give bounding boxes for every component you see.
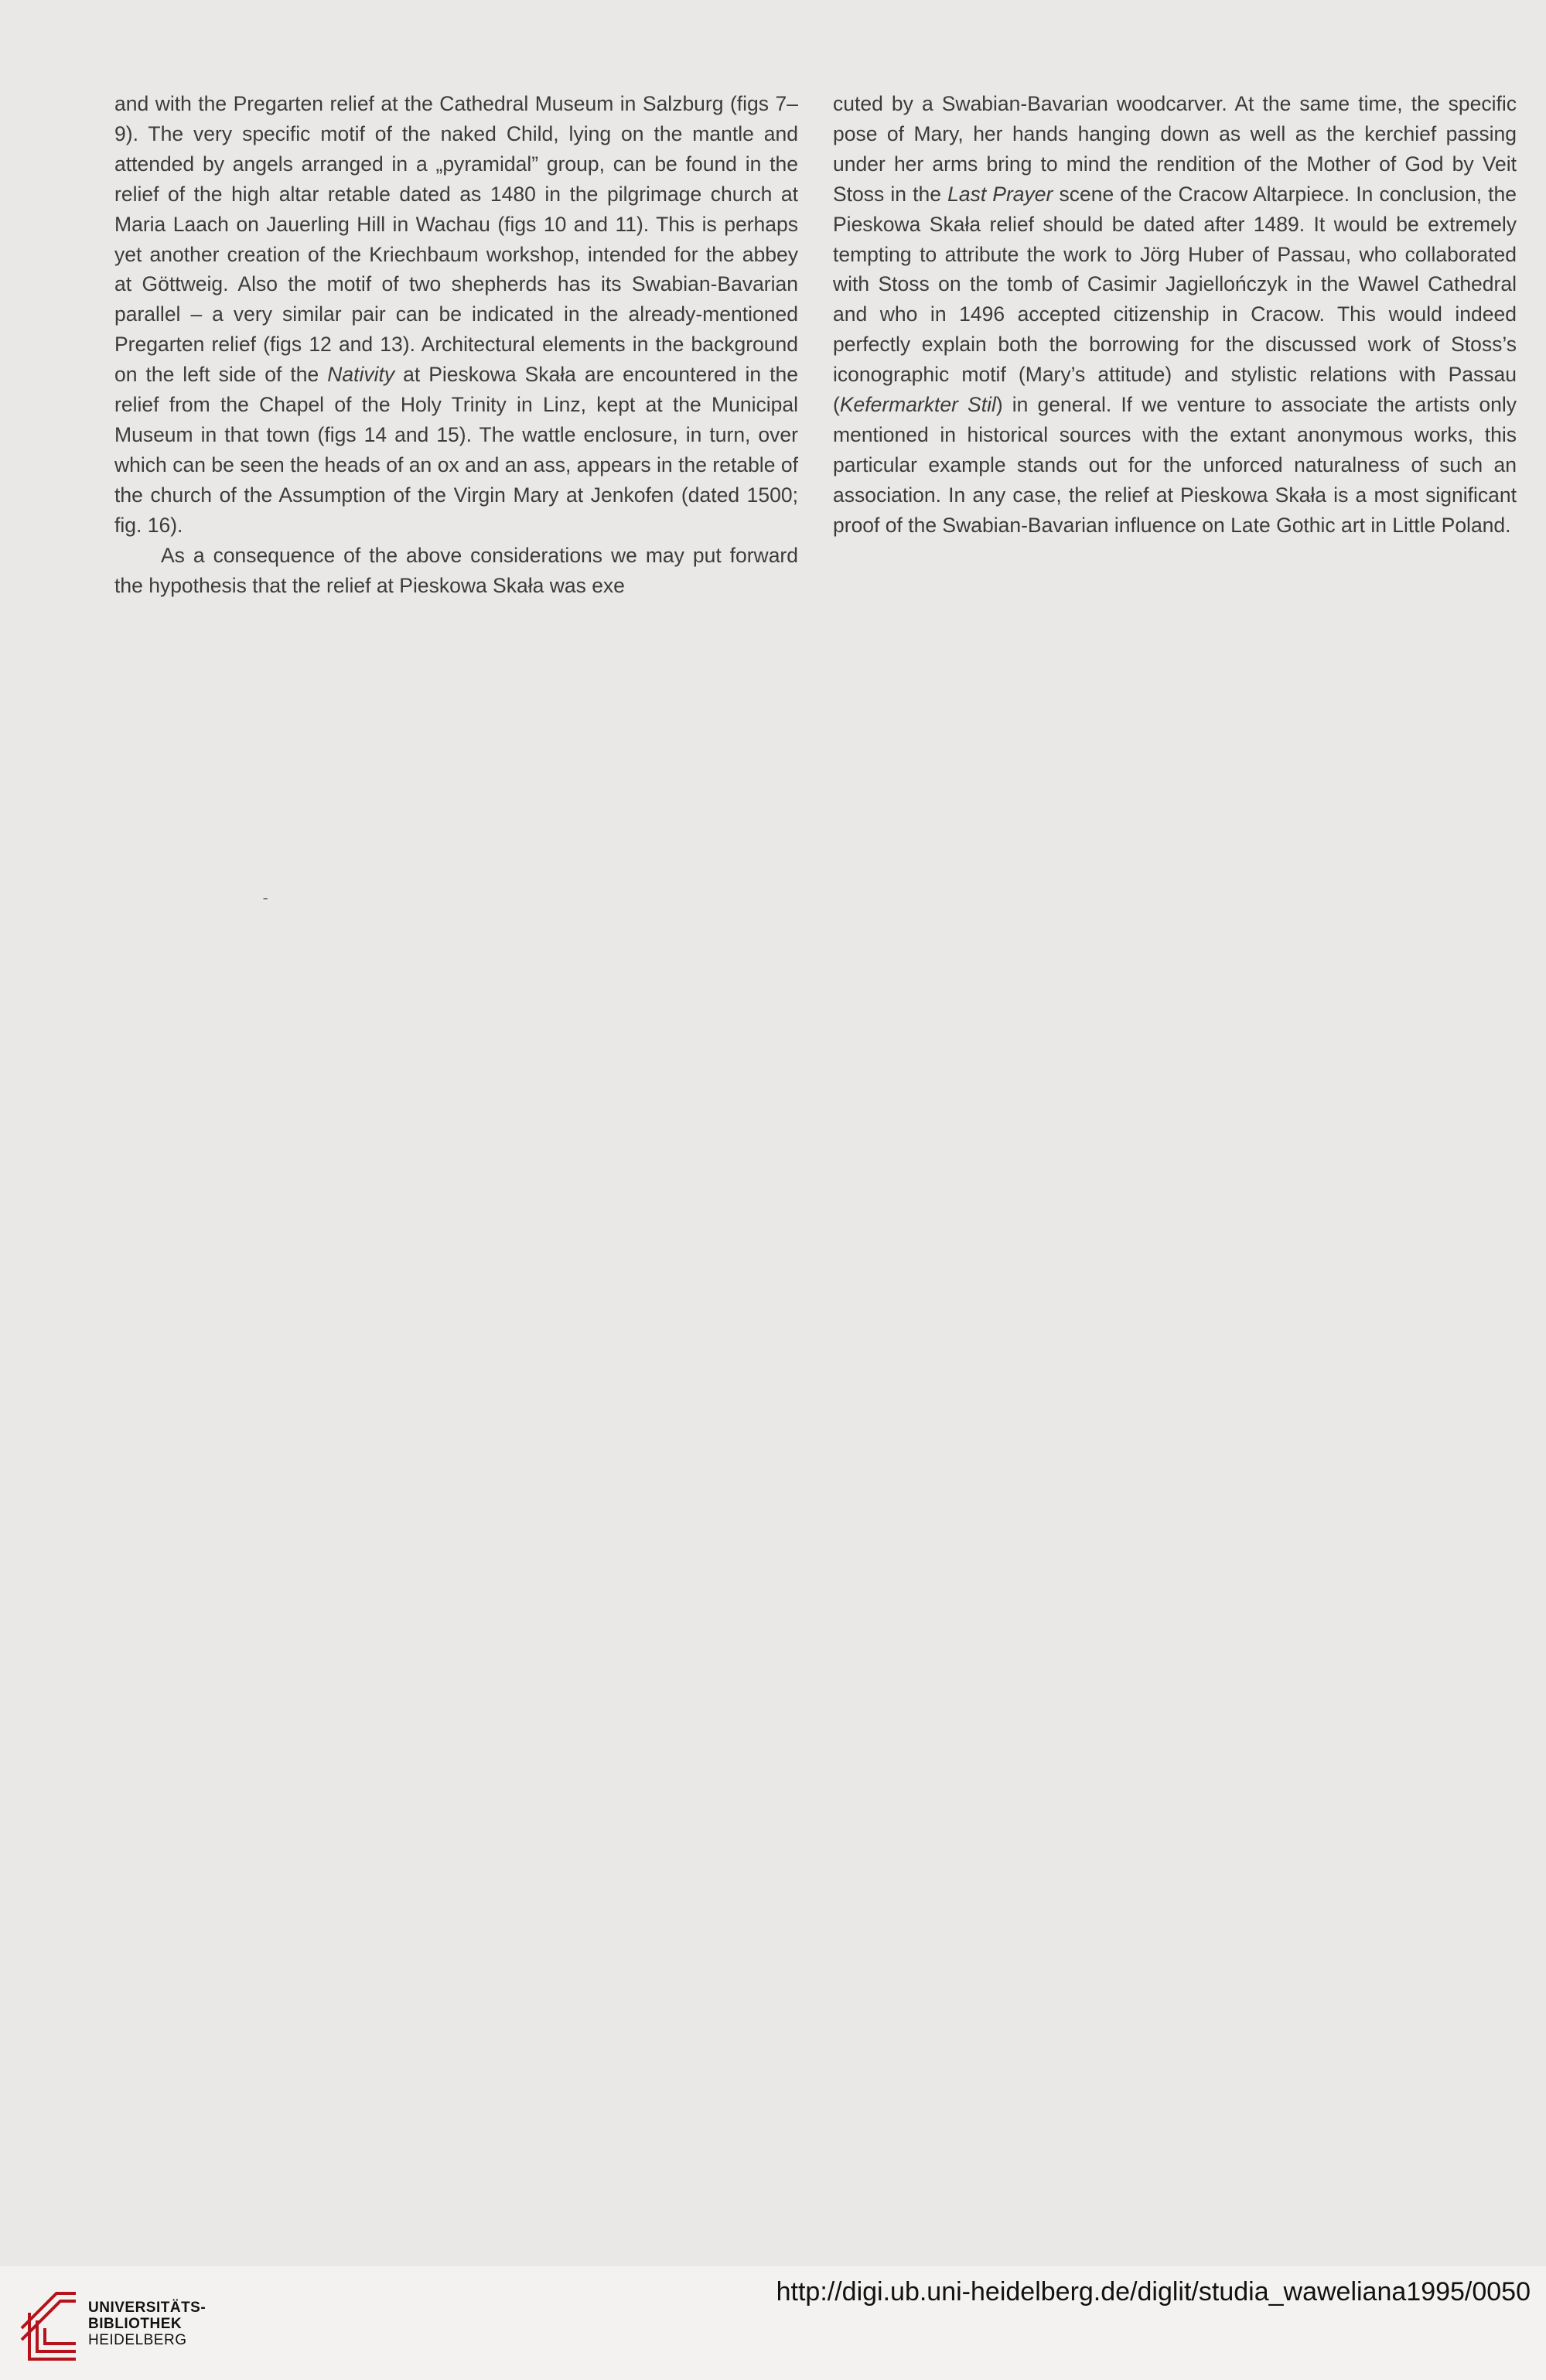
- text-run: scene of the Cracow Altarpiece. In conclusion, the Pieskowa Skała relief should be dated after 1489. It would be extremely tempting to attribute the work to Jörg Huber of Passau, who collaborated with Stoss on the tomb of Casimir Jagiellończyk in the Wawel Cathedral and who in 1496 accepted citizenship in Cracow. This would indeed perfectly explain both the borrowing for the discussed work of Stoss’s iconographic motif (Mary’s attitude) and stylistic relations with Passau (: [833, 182, 1517, 417]
- right-text-column: [833, 89, 1517, 541]
- text-run: ) in general. If we venture to associate the artists only mentioned in historical sources with the extant anonymous works, this particular example stands out for the unforced naturalness of such an association. In any case, the relief at Pieskowa Skała is a most significant proof of the Swabian-Bavarian influence on Late Gothic art in Little Poland.: [833, 393, 1517, 537]
- text-run: and with the Pregarten relief at the Cathedral Museum in Salzburg (figs 7–9). The very specific motif of the naked Child, lying on the mantle and attended by angels arranged in a „pyramidal” group, can be found in the relief of the high altar retable dated as 1480 in the pilgrimage church at Maria Laach on Jauerling Hill in Wachau (figs 10 and 11). This is perhaps yet another creation of the Kriechbaum workshop, intended for the abbey at Göttweig. Also the motif of two shepherds has its Swabian-Bavarian parallel – a very similar pair can be indicated in the already-mentioned Pregarten relief (figs 12 and 13). Architectural elements in the background on the left side of the: [114, 92, 798, 387]
- text-run: cuted by a Swabian-Bavarian woodcarver. At the same time, the specific pose of Mary, her hands hanging down as well as the kerchief passing under her arms bring to mind the rendition of the Mother of God by Veit Stoss in the: [833, 92, 1517, 206]
- left-paragraph-2: As a consequence of the above considerations we may put forward the hypothesis that the relief at Pieskowa Skała was exe: [114, 543, 798, 597]
- library-name: [88, 2300, 206, 2348]
- left-text-column: [114, 89, 798, 600]
- left-paragraph-1: [114, 89, 798, 541]
- italic-title: Last Prayer: [947, 182, 1053, 206]
- source-url[interactable]: http://digi.ub.uni-heidelberg.de/diglit/studia_waweliana1995/0050: [776, 2277, 1531, 2307]
- logo-line: UNIVERSITÄTS-: [88, 2300, 206, 2316]
- logo-line: HEIDELBERG: [88, 2332, 187, 2348]
- university-library-logo-icon: [14, 2282, 84, 2367]
- logo-line: BIBLIOTHEK: [88, 2316, 183, 2332]
- italic-title: Nativity: [327, 363, 395, 387]
- italic-term: Kefermarkter Stil: [839, 393, 996, 417]
- right-paragraph: [833, 89, 1517, 541]
- scan-speck: ˉ: [263, 896, 268, 913]
- text-run: at Pieskowa Skała are encountered in the relief from the Chapel of the Holy Trinity in Linz, kept at the Municipal Museum in that town (figs 14 and 15). The wattle enclosure, in turn, over which can be seen the heads of an ox and an ass, appears in the retable of the church of the Assumption of the Virgin Mary at Jenkofen (dated 1500; fig. 16).: [114, 363, 798, 537]
